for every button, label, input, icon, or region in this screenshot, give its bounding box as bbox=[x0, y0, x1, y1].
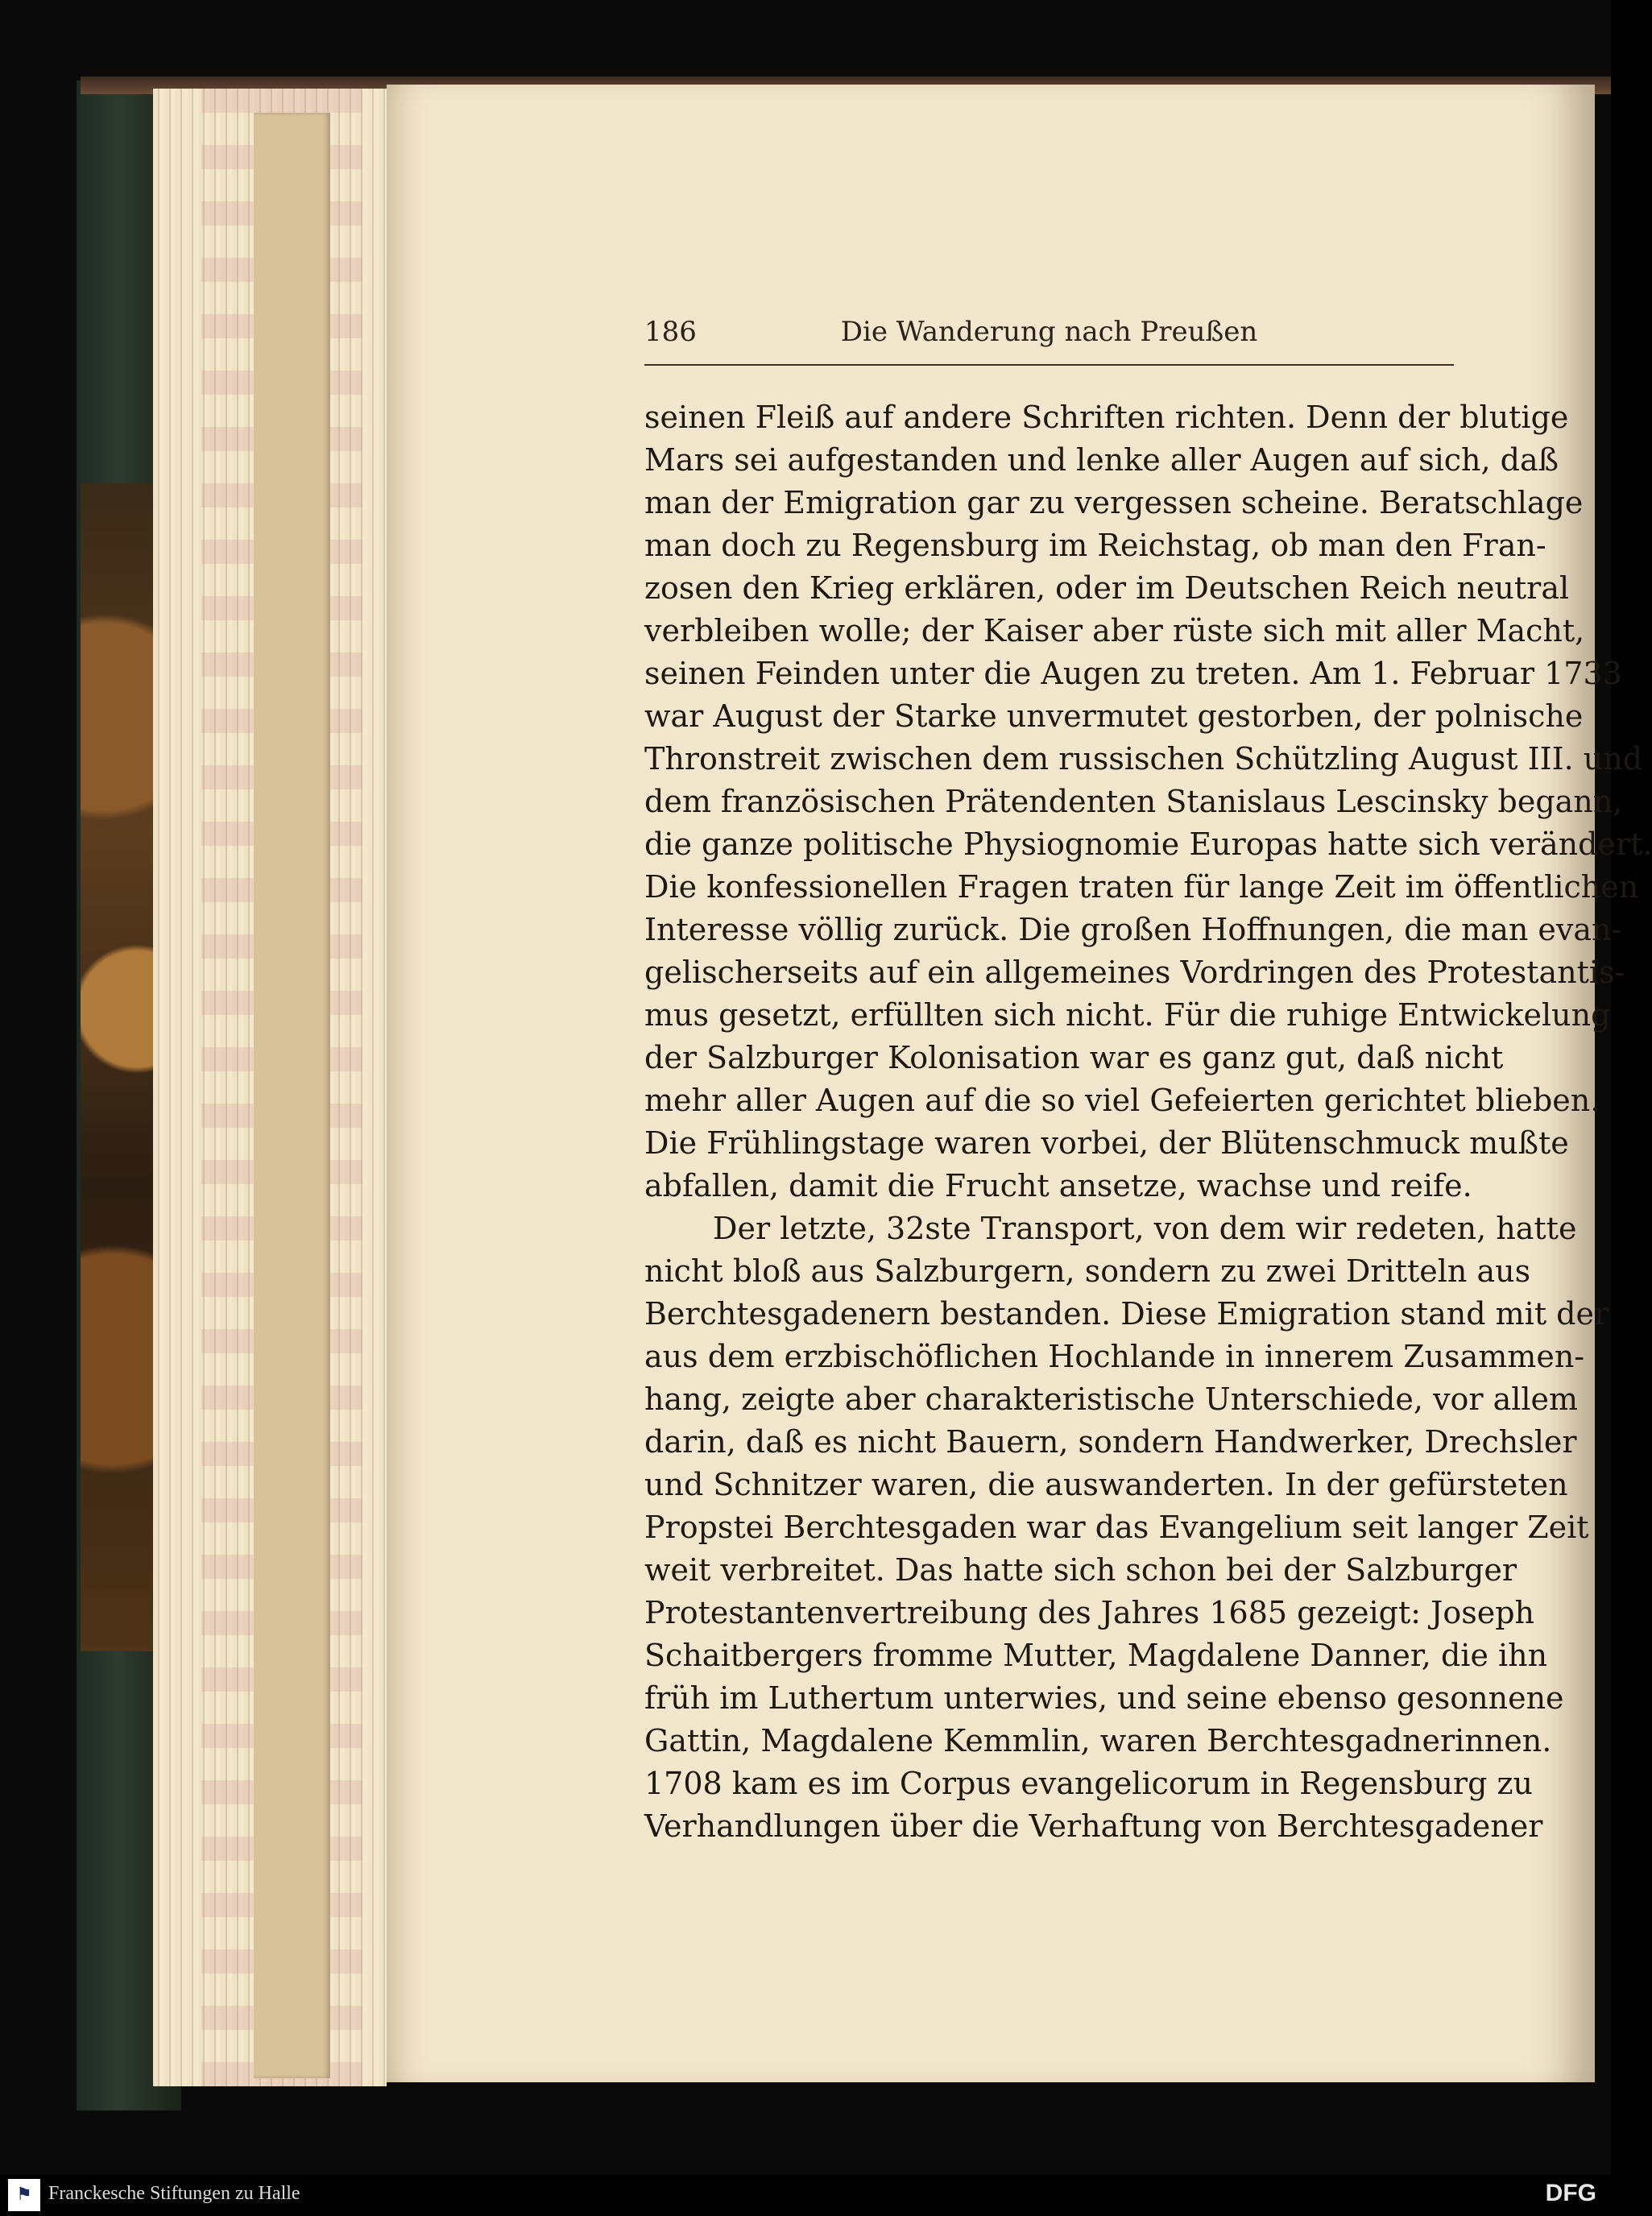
text-line: mus gesetzt, erfüllten sich nicht. Für die ruhige Entwickelung bbox=[644, 997, 1611, 1033]
text-line: man doch zu Regensburg im Reichstag, ob man den Fran- bbox=[644, 528, 1546, 563]
text-line: Der letzte, 32ste Transport, von dem wir redeten, hatte bbox=[713, 1211, 1577, 1246]
text-line: weit verbreitet. Das hatte sich schon bei der Salzburger bbox=[644, 1552, 1517, 1588]
text-line: Propstei Berchtesgaden war das Evangelium seit langer Zeit bbox=[644, 1510, 1589, 1545]
text-line: aus dem erzbischöflichen Hochlande in innerem Zusammen- bbox=[644, 1339, 1585, 1374]
text-line: Mars sei aufgestanden und lenke aller Augen auf sich, daß bbox=[644, 442, 1559, 478]
text-line: Die konfessionellen Fragen traten für lange Zeit im öffentlichen bbox=[644, 869, 1639, 905]
viewer-footer bbox=[0, 2175, 1611, 2216]
text-line: Thronstreit zwischen dem russischen Schützling August III. und bbox=[644, 741, 1643, 777]
page-number: 186 bbox=[644, 316, 697, 348]
text-line: verbleiben wolle; der Kaiser aber rüste sich mit aller Macht, bbox=[644, 613, 1585, 648]
text-line: Protestantenvertreibung des Jahres 1685 gezeigt: Joseph bbox=[644, 1595, 1535, 1630]
body-text bbox=[644, 396, 1652, 1848]
text-line: und Schnitzer waren, die auswanderten. In der gefürsteten bbox=[644, 1467, 1568, 1502]
text-line: seinen Fleiß auf andere Schriften richten. Denn der blutige bbox=[644, 400, 1569, 435]
text-line: Berchtesgadenern bestanden. Diese Emigration stand mit der bbox=[644, 1296, 1609, 1332]
running-title: Die Wanderung nach Preußen bbox=[840, 316, 1258, 348]
text-line: früh im Luthertum unterwies, und seine ebenso gesonnene bbox=[644, 1680, 1564, 1716]
text-line: zosen den Krieg erklären, oder im Deutschen Reich neutral bbox=[644, 570, 1570, 606]
text-line: nicht bloß aus Salzburgern, sondern zu zwei Dritteln aus bbox=[644, 1253, 1531, 1289]
text-line: Gattin, Magdalene Kemmlin, waren Berchtesgadnerinnen. bbox=[644, 1723, 1552, 1758]
foundation-logo-icon[interactable]: ⚑ bbox=[8, 2179, 40, 2211]
marbled-endpaper bbox=[81, 483, 161, 1651]
text-line: war August der Starke unvermutet gestorben, der polnische bbox=[644, 698, 1584, 734]
text-line: abfallen, damit die Frucht ansetze, wachse und reife. bbox=[644, 1168, 1472, 1203]
text-line: gelischerseits auf ein allgemeines Vordringen des Protestantis- bbox=[644, 955, 1625, 990]
text-line: mehr aller Augen auf die so viel Gefeierten gerichtet blieben. bbox=[644, 1083, 1600, 1118]
text-line: die ganze politische Physiognomie Europas hatte sich verändert. bbox=[644, 826, 1652, 862]
text-line: dem französischen Prätendenten Stanislaus Lescinsky begann, bbox=[644, 784, 1623, 819]
text-line: Interesse völlig zurück. Die großen Hoffnungen, die man evan- bbox=[644, 912, 1622, 947]
text-line: Die Frühlingstage waren vorbei, der Blütenschmuck mußte bbox=[644, 1125, 1569, 1161]
text-line: hang, zeigte aber charakteristische Unterschiede, vor allem bbox=[644, 1381, 1579, 1417]
page-header bbox=[644, 316, 1454, 366]
dfg-logo[interactable]: DFG bbox=[1545, 2180, 1596, 2206]
inserted-card bbox=[254, 113, 330, 2078]
institution-label[interactable]: Franckesche Stiftungen zu Halle bbox=[48, 2183, 300, 2204]
text-line: Verhandlungen über die Verhaftung von Berchtesgadener bbox=[644, 1808, 1543, 1844]
text-line: Schaitbergers fromme Mutter, Magdalene Danner, die ihn bbox=[644, 1638, 1548, 1673]
text-line: der Salzburger Kolonisation war es ganz gut, daß nicht bbox=[644, 1040, 1504, 1075]
text-line: 1708 kam es im Corpus evangelicorum in Regensburg zu bbox=[644, 1766, 1533, 1801]
text-line: seinen Feinden unter die Augen zu treten. Am 1. Februar 1733 bbox=[644, 656, 1622, 691]
text-line: man der Emigration gar zu vergessen scheine. Beratschlage bbox=[644, 485, 1584, 520]
text-line: darin, daß es nicht Bauern, sondern Handwerker, Drechsler bbox=[644, 1424, 1577, 1460]
